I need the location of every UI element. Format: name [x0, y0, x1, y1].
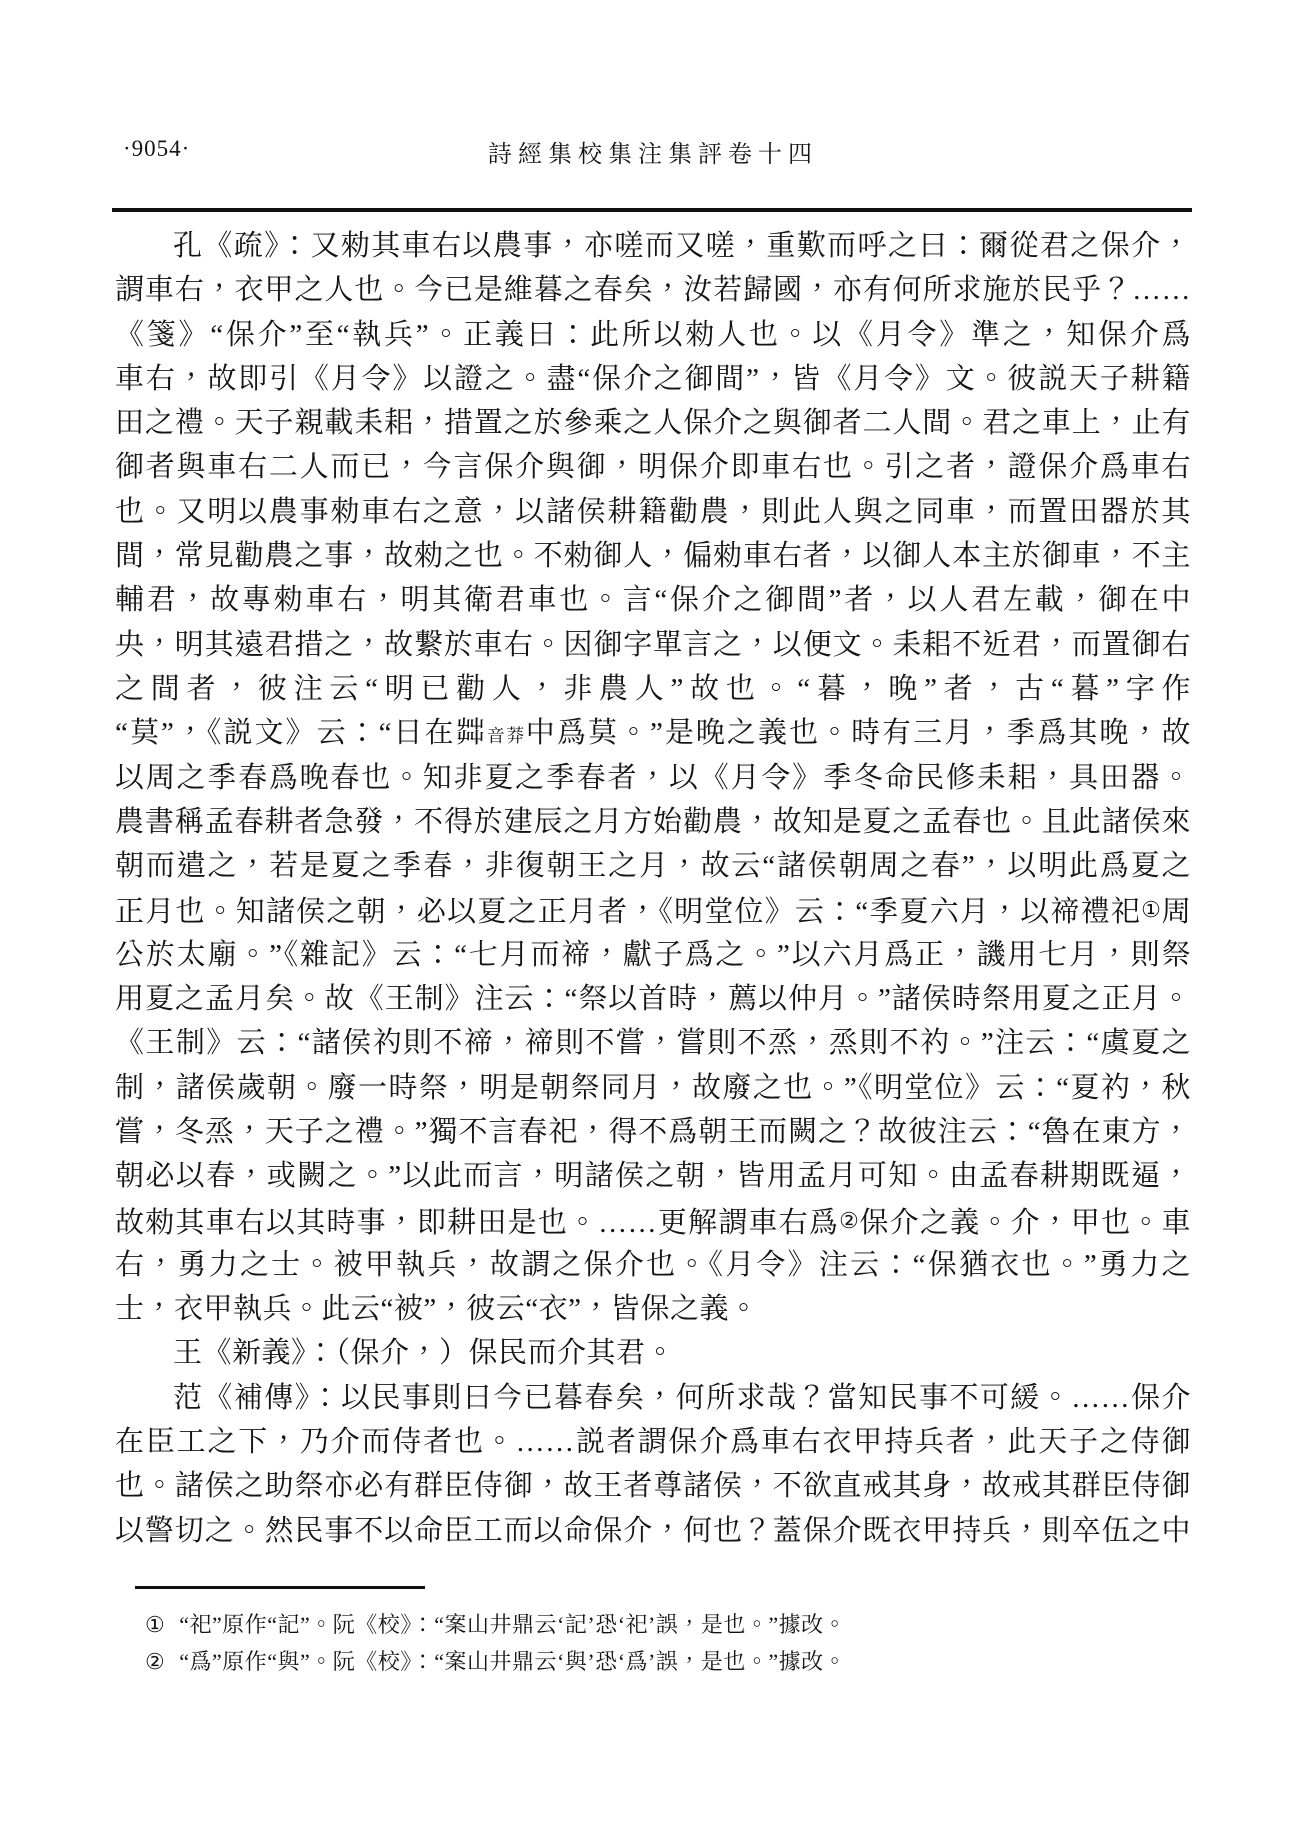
footnote-ref[interactable]: ① [1141, 897, 1162, 923]
body-text-line: 間，常見勸農之事，故勑之也。不勑御人，偏勑車右者，以御人本主於御車，不主 [115, 540, 1191, 573]
body-text-line: 之間者，彼注云“明已勸人，非農人”故也。“暮，晚”者，古“暮”字作 [115, 672, 1191, 705]
body-text-line: 農書稱孟春耕者急發，不得於建辰之月方始勸農，故知是夏之孟春也。且此諸侯來 [115, 805, 1191, 838]
body-text [115, 224, 1191, 1553]
footnote-ref[interactable]: ② [839, 1207, 860, 1233]
body-text-line: 輔君，故專勑車右，明其衛君車也。言“保介之御間”者，以人君左載，御在中 [115, 584, 1191, 617]
body-text-line: 也。又明以農事勑車右之意，以諸侯耕籍勸農，則此人與之同車，而置田器於其 [115, 495, 1191, 528]
body-text-line: 謂車右，衣甲之人也。今已是維暮之春矣，汝若歸國，亦有何所求施於民乎？…… [115, 274, 1191, 307]
footnote-item [145, 1606, 1191, 1643]
body-text-line: 士，衣甲執兵。此云“被”，彼云“衣”，皆保之義。 [115, 1293, 759, 1326]
body-text-line: 朝必以春，或闕之。”以此而言，明諸侯之朝，皆用孟月可知。由孟春耕期既逼， [115, 1160, 1191, 1193]
footnote-item [145, 1643, 1191, 1680]
body-text-line: 以周之季春爲晚春也。知非夏之季春者，以《月令》季冬命民修耒耜，具田器。 [115, 761, 1191, 794]
body-text-line: 故勑其車右以其時事，即耕田是也。……更解謂車右爲②保介之義。介，甲也。車 [115, 1206, 1191, 1239]
body-text-line: 車右，故即引《月令》以證之。盡“保介之御間”，皆《月令》文。彼説天子耕籍 [115, 362, 1191, 395]
body-text-line: 孔《疏》：又勑其車右以農事，亦嗟而又嗟，重歎而呼之曰：爾從君之保介， [173, 230, 1191, 262]
body-text-line: 《王制》云：“諸侯礿則不禘，禘則不嘗，嘗則不烝，烝則不礿。”注云：“虞夏之 [115, 1027, 1191, 1060]
body-text-line: 制，諸侯歲朝。廢一時祭，明是朝祭同月，故廢之也。”《明堂位》云：“夏礿，秋 [115, 1071, 1191, 1104]
footnote-text: “爲”原作“與”。阮《校》：“案山井鼎云‘與’恐‘爲’誤，是也。”據改。 [179, 1649, 847, 1674]
footnotes [145, 1606, 1191, 1680]
body-text-line: 在臣工之下，乃介而侍者也。……説者謂保介爲車右衣甲持兵者，此天子之侍御 [115, 1426, 1191, 1459]
footnote-text: “祀”原作“記”。阮《校》：“案山井鼎云‘記’恐‘祀’誤，是也。”據改。 [179, 1612, 847, 1637]
body-text-line: 《箋》“保介”至“執兵”。正義曰：此所以勑人也。以《月令》準之，知保介爲 [115, 318, 1191, 351]
page-title: 詩經集校集注集評卷十四 [488, 142, 818, 168]
running-head [115, 130, 1191, 168]
body-text-line: 右，勇力之士。被甲執兵，故謂之保介也。《月令》注云：“保猶衣也。”勇力之 [115, 1248, 1191, 1281]
body-text-line: 范《補傳》：以民事則曰今已暮春矣，何所求哉？當知民事不可緩。……保介 [173, 1381, 1191, 1414]
body-text-line: 用夏之孟月矣。故《王制》注云：“祭以首時，薦以仲月。”諸侯時祭用夏之正月。 [115, 983, 1191, 1016]
body-text-line: 御者與車右二人而已，今言保介與御，明保介即車右也。引之者，證保介爲車右 [115, 451, 1191, 484]
footnote-divider [135, 1586, 425, 1589]
body-text-line: 王《新義》：（保介，）保民而介其君。 [173, 1337, 676, 1370]
inline-phonetic-annotation: 音莽 [486, 726, 526, 747]
footnote-marker: ① [145, 1612, 166, 1637]
page-number: ·9054· [123, 136, 191, 161]
body-text-line: 朝而遣之，若是夏之季春，非復朝王之月，故云“諸侯朝周之春”，以明此爲夏之 [115, 850, 1191, 883]
body-text-line: 正月也。知諸侯之朝，必以夏之正月者，《明堂位》云：“季夏六月，以禘禮祀①周 [115, 896, 1191, 929]
footnote-marker: ② [145, 1649, 166, 1674]
body-text-line: 嘗，冬烝，天子之禮。”獨不言春祀，得不爲朝王而闕之？故彼注云：“魯在東方， [115, 1115, 1191, 1148]
body-text-line: 央，明其遠君措之，故繋於車右。因御字單言之，以便文。耒耜不近君，而置御右 [115, 628, 1191, 661]
body-text-line: 公於太廟。”《雜記》云：“七月而禘，獻子爲之。”以六月爲正，譏用七月，則祭 [115, 938, 1191, 971]
body-text-line: “莫”，《説文》云：“日在茻音莽中爲莫。”是晚之義也。時有三月，季爲其晚，故 [115, 717, 1192, 750]
header-divider [112, 208, 1192, 212]
body-text-line: 也。諸侯之助祭亦必有群臣侍御，故王者尊諸侯，不欲直戒其身，故戒其群臣侍御 [115, 1470, 1191, 1503]
body-text-line: 以警切之。然民事不以命臣工而以命保介，何也？蓋保介既衣甲持兵，則卒伍之中 [115, 1514, 1191, 1547]
body-text-line: 田之禮。天子親載耒耜，措置之於參乘之人保介之與御者二人間。君之車上，止有 [115, 407, 1191, 440]
